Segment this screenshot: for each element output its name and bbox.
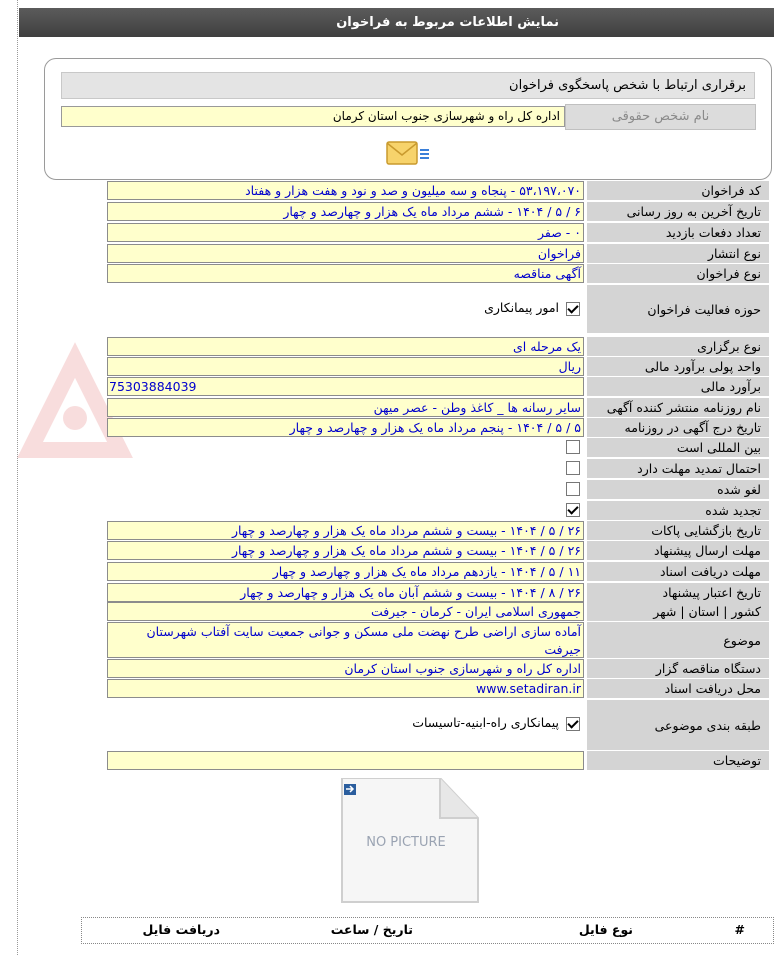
person-name-text: اداره کل راه و شهرسازی جنوب استان کرمان bbox=[332, 109, 560, 123]
row-estimate bbox=[107, 377, 769, 396]
row-last-update bbox=[107, 202, 769, 221]
cancelled-label: لغو شده bbox=[587, 480, 769, 499]
visits-label: تعداد دفعات بازدید bbox=[587, 223, 769, 242]
newspaper-date-value: ۵ / ۵ / ۱۴۰۴ - پنجم مرداد ماه یک هزار و چهارصد و چهار bbox=[107, 418, 584, 437]
row-visits bbox=[107, 223, 769, 242]
files-col-type: نوع فایل bbox=[578, 922, 633, 937]
contact-heading-text: برقراری ارتباط با شخص پاسخگوی فراخوان bbox=[509, 78, 746, 93]
currency-value: ریال bbox=[107, 357, 584, 376]
subject-value: آماده سازی اراضی طرح نهضت ملی مسکن و جوانی جمعیت سایت آفتاب شهرستان جیرفت bbox=[107, 622, 584, 658]
category-checkbox[interactable] bbox=[566, 717, 580, 731]
no-picture-text: NO PICTURE bbox=[366, 835, 446, 850]
renewed-label: تجدید شده bbox=[587, 501, 769, 520]
files-table-header bbox=[81, 917, 774, 944]
row-renewed bbox=[107, 501, 769, 520]
no-picture-image bbox=[340, 778, 480, 904]
row-doc-deadline bbox=[107, 562, 769, 581]
publish-type-value: فراخوان bbox=[107, 244, 584, 263]
international-label: بین المللی است bbox=[587, 438, 769, 457]
newspaper-value: سایر رسانه ها _ کاغذ وطن - عصر میهن bbox=[107, 398, 584, 417]
opening-date-label: تاریخ بازگشایی پاکات bbox=[587, 521, 769, 540]
submit-deadline-value: ۲۶ / ۵ / ۱۴۰۴ - بیست و ششم مرداد ماه یک هزار و چهارصد و چهار bbox=[107, 541, 584, 560]
category-checkbox-label: پیمانکاری راه-ابنیه-تاسیسات bbox=[412, 715, 559, 730]
row-opening-date bbox=[107, 521, 769, 540]
files-col-date: تاریخ / ساعت bbox=[330, 922, 413, 937]
renewed-checkbox[interactable] bbox=[566, 503, 580, 517]
holding-type-value: یک مرحله ای bbox=[107, 337, 584, 356]
row-newspaper bbox=[107, 398, 769, 417]
row-newspaper-date bbox=[107, 418, 769, 437]
row-code bbox=[107, 181, 769, 200]
notes-value bbox=[107, 751, 584, 770]
opening-date-value: ۲۶ / ۵ / ۱۴۰۴ - بیست و ششم مرداد ماه یک هزار و چهارصد و چهار bbox=[107, 521, 584, 540]
last-update-value: ۶ / ۵ / ۱۴۰۴ - ششم مرداد ماه یک هزار و چهارصد و چهار bbox=[107, 202, 584, 221]
row-category bbox=[107, 700, 769, 750]
activity-checkbox-label: امور پیمانکاری bbox=[484, 300, 559, 315]
organizer-label: دستگاه مناقصه گزار bbox=[587, 659, 769, 678]
estimate-label: برآورد مالی bbox=[587, 377, 769, 396]
publish-type-label: نوع انتشار bbox=[587, 244, 769, 263]
files-col-index: # bbox=[734, 922, 745, 937]
location-label: کشور | استان | شهر bbox=[587, 602, 769, 621]
row-call-type bbox=[107, 264, 769, 283]
cancelled-checkbox[interactable] bbox=[566, 482, 580, 496]
page-title: نمایش اطلاعات مربوط به فراخوان bbox=[336, 15, 559, 30]
row-organizer bbox=[107, 659, 769, 678]
activity-label: حوزه فعالیت فراخوان bbox=[587, 285, 769, 333]
doc-deadline-label: مهلت دریافت اسناد bbox=[587, 562, 769, 581]
person-type-label: نام شخص حقوقی bbox=[565, 104, 756, 130]
row-submit-deadline bbox=[107, 541, 769, 560]
files-col-download: دریافت فایل bbox=[142, 922, 220, 937]
activity-checkbox[interactable] bbox=[566, 302, 580, 316]
envelope-icon[interactable] bbox=[385, 139, 431, 169]
page-title-bar bbox=[19, 8, 774, 37]
row-holding-type bbox=[107, 337, 769, 356]
notes-label: توضیحات bbox=[587, 751, 769, 770]
code-label: کد فراخوان bbox=[587, 181, 769, 200]
subject-label: موضوع bbox=[587, 622, 769, 658]
row-publish-type bbox=[107, 244, 769, 263]
last-update-label: تاریخ آخرین به روز رسانی bbox=[587, 202, 769, 221]
row-international bbox=[107, 438, 769, 457]
doc-place-link[interactable]: www.setadiran.ir bbox=[476, 681, 581, 696]
organizer-value: اداره کل راه و شهرسازی جنوب استان کرمان bbox=[107, 659, 584, 678]
extension-checkbox[interactable] bbox=[566, 461, 580, 475]
international-checkbox[interactable] bbox=[566, 440, 580, 454]
row-cancelled bbox=[107, 480, 769, 499]
code-value: ۵۳،۱۹۷،۰۷۰ - پنجاه و سه میلیون و صد و نود و هفت هزار و هفتاد bbox=[107, 181, 584, 200]
contact-heading[interactable] bbox=[61, 72, 755, 99]
call-type-value: آگهی مناقصه bbox=[107, 264, 584, 283]
category-label: طبقه بندی موضوعی bbox=[587, 700, 769, 750]
row-currency bbox=[107, 357, 769, 376]
doc-place-value bbox=[107, 679, 584, 698]
visits-value: ۰ - صفر bbox=[107, 223, 584, 242]
validity-label: تاریخ اعتبار پیشنهاد bbox=[587, 583, 769, 602]
newspaper-date-label: تاریخ درج آگهی در روزنامه bbox=[587, 418, 769, 437]
doc-place-label: محل دریافت اسناد bbox=[587, 679, 769, 698]
row-doc-place bbox=[107, 679, 769, 698]
row-subject bbox=[107, 622, 769, 658]
row-extension bbox=[107, 459, 769, 478]
extension-label: احتمال تمدید مهلت دارد bbox=[587, 459, 769, 478]
holding-type-label: نوع برگزاری bbox=[587, 337, 769, 356]
call-type-label: نوع فراخوان bbox=[587, 264, 769, 283]
person-name-value bbox=[61, 106, 565, 127]
location-value: جمهوری اسلامی ایران - کرمان - جیرفت bbox=[107, 602, 584, 621]
row-location bbox=[107, 602, 769, 621]
validity-value: ۲۶ / ۸ / ۱۴۰۴ - بیست و ششم آبان ماه یک هزار و چهارصد و چهار bbox=[107, 583, 584, 602]
submit-deadline-label: مهلت ارسال پیشنهاد bbox=[587, 541, 769, 560]
row-notes bbox=[107, 751, 769, 770]
row-validity bbox=[107, 583, 769, 602]
newspaper-label: نام روزنامه منتشر کننده آگهی bbox=[587, 398, 769, 417]
doc-deadline-value: ۱۱ / ۵ / ۱۴۰۴ - یازدهم مرداد ماه یک هزار و چهارصد و چهار bbox=[107, 562, 584, 581]
estimate-value: 75303884039 bbox=[107, 377, 584, 396]
currency-label: واحد پولی برآورد مالی bbox=[587, 357, 769, 376]
row-activity bbox=[107, 285, 769, 333]
